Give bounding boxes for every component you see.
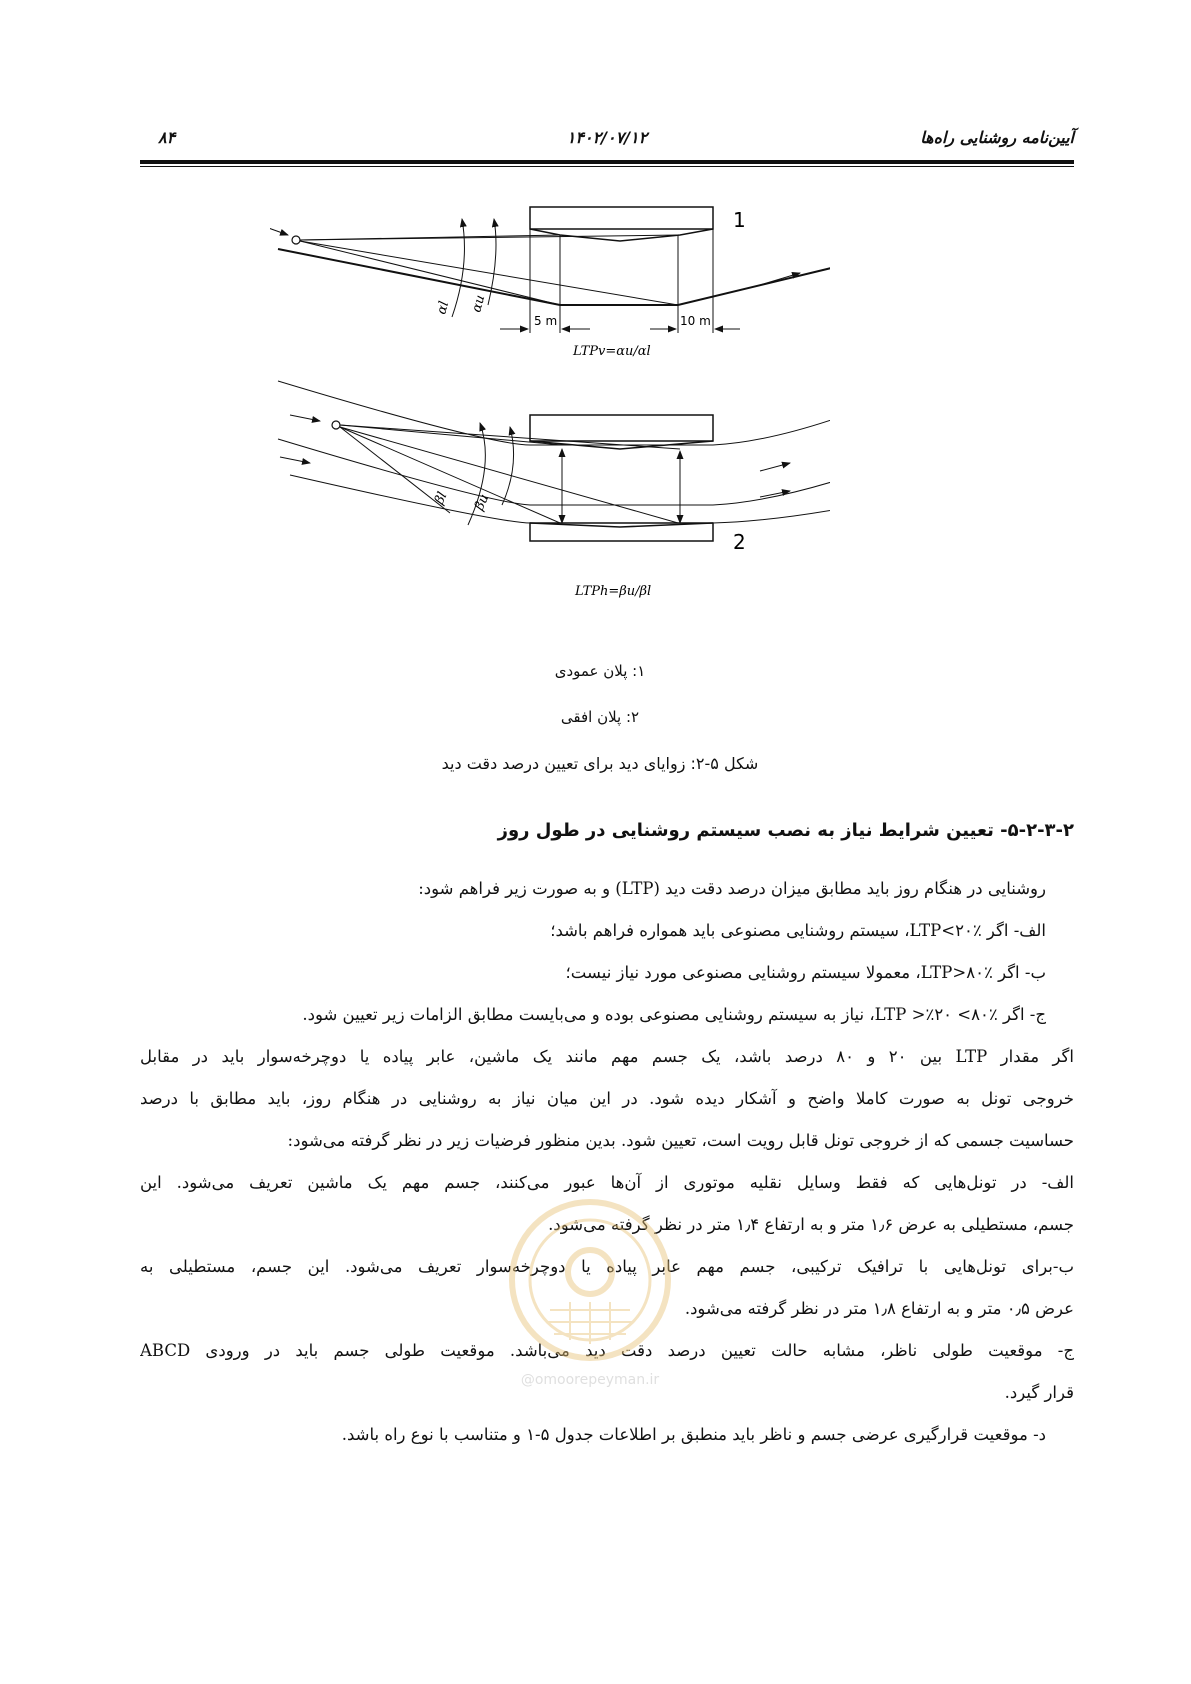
- horizontal-plan: [278, 381, 830, 541]
- beta-l-label: βl: [432, 489, 451, 507]
- body-line-9: جسم، مستطیلی به عرض ۱٫۶ متر و به ارتفاع ۱٫۴ متر در نظر گرفته می‌شود.: [548, 1215, 1074, 1234]
- body-line-6: خروجی تونل به صورت کاملا واضح و آشکار دیده شود. در این میان نیاز به روشنایی در هنگام روز، باید مطابق با درصد: [140, 1089, 1074, 1108]
- formula-horizontal: LTPh=βu/βl: [575, 584, 652, 599]
- body-line-2: الف- اگر ٪۲۰>LTP، سیستم روشنایی مصنوعی باید همواره فراهم باشد؛: [550, 921, 1046, 940]
- page-header: [140, 128, 1074, 168]
- figure-label-2: 2: [733, 530, 746, 554]
- document-title: آیین‌نامه روشنایی راه‌ها: [920, 128, 1074, 147]
- body-line-12: ج- موقعیت طولی ناظر، مشابه حالت تعیین درصد دقت دید می‌باشد. موقعیت طولی جسم باید در ورودی ABCD: [140, 1341, 1074, 1360]
- body-line-7: حساسیت جسمی که از خروجی تونل قابل رویت است، تعیین شود. بدین منظور فرضیات زیر در نظر گرفته می‌شود:: [287, 1131, 1074, 1150]
- watermark-text: @omoorepeyman.ir: [520, 1372, 660, 1388]
- figure-caption: شکل ۵-۲: زوایای دید برای تعیین درصد دقت دید: [441, 754, 759, 773]
- figure-label-1: 1: [733, 208, 746, 232]
- body-line-13: قرار گیرد.: [1004, 1383, 1074, 1402]
- section-heading: ۵-۲-۳-۲- تعیین شرایط نیاز به نصب سیستم روشنایی در طول روز: [497, 820, 1074, 841]
- body-line-4: ج- اگر ٪۸۰> LTP >٪۲۰، نیاز به سیستم روشنایی مصنوعی بوده و می‌بایست مطابق الزامات زیر تعیین شود.: [302, 1005, 1046, 1024]
- body-line-3: ب- اگر ٪۸۰<LTP، معمولا سیستم روشنایی مصنوعی مورد نیاز نیست؛: [565, 963, 1046, 982]
- alpha-u-label: αu: [469, 293, 489, 315]
- legend-horizontal-plan: ۲: پلان افقی: [560, 708, 640, 726]
- body-line-5: اگر مقدار LTP بین ۲۰ و ۸۰ درصد باشد، یک جسم مهم مانند یک ماشین، عابر پیاده یا دوچرخه‌سوار باید در مقابل: [140, 1047, 1074, 1066]
- header-rule-thick: [140, 160, 1074, 164]
- header-date: ۱۴۰۲/۰۷/۱۲: [566, 128, 648, 147]
- body-line-11: عرض ۰٫۵ متر و به ارتفاع ۱٫۸ متر در نظر گرفته می‌شود.: [684, 1299, 1074, 1318]
- tunnel-visibility-diagram: [270, 205, 830, 645]
- dimension-5m: 5 m: [534, 314, 558, 328]
- alpha-l-label: αl: [434, 299, 453, 317]
- body-line-8: الف- در تونل‌هایی که فقط وسایل نقلیه موتوری از آن‌ها عبور می‌کنند، جسم مهم یک ماشین تعریف می‌شود. این: [140, 1173, 1074, 1192]
- body-line-14: د- موقعیت قرارگیری عرضی جسم و ناظر باید منطبق بر اطلاعات جدول ۵-۱ و متناسب با نوع راه باشد.: [341, 1425, 1046, 1444]
- header-rule-thin: [140, 166, 1074, 167]
- page-number: ۸۴: [158, 128, 176, 147]
- dimension-10m: 10 m: [680, 314, 711, 328]
- body-line-10: ب-برای تونل‌هایی با ترافیک ترکیبی، جسم مهم عابر پیاده یا دوچرخه‌سوار تعریف می‌شود. این جسم، مستطیلی به: [140, 1257, 1074, 1276]
- body-line-1: روشنایی در هنگام روز باید مطابق میزان درصد دقت دید (LTP) و به صورت زیر فراهم شود:: [418, 879, 1046, 898]
- watermark-seal: [490, 1190, 690, 1390]
- legend-vertical-plan: ۱: پلان عمودی: [554, 662, 646, 680]
- beta-u-label: βu: [472, 491, 493, 513]
- formula-vertical: LTPv=αu/αl: [573, 344, 651, 359]
